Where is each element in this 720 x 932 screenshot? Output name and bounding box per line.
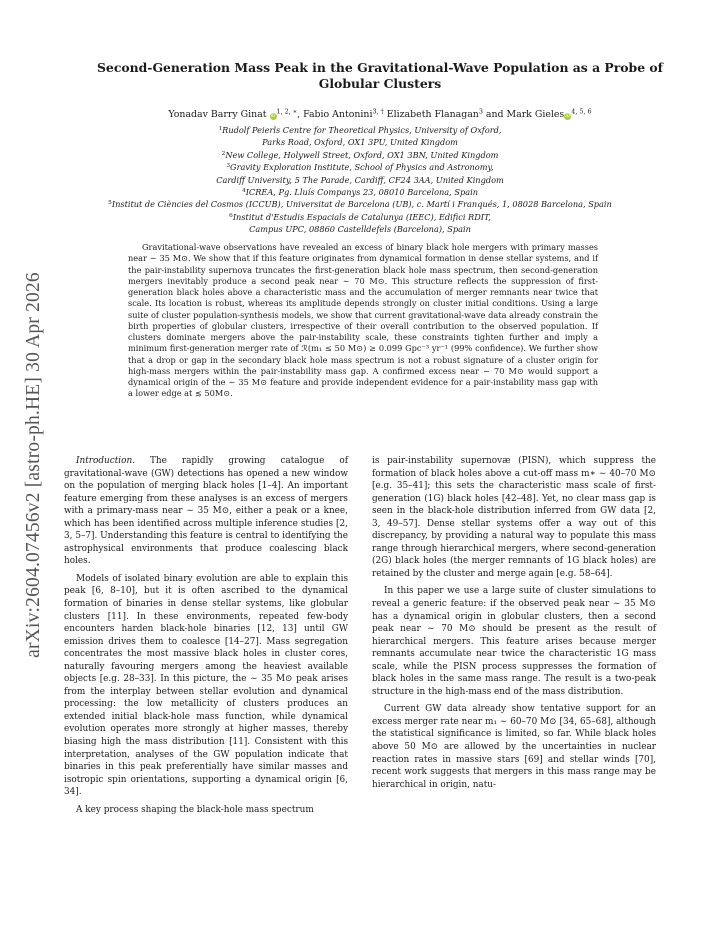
author: Elizabeth Flanagan$^3$ and	[386, 107, 507, 120]
arxiv-identifier-text: arXiv:2604.07456v2 [astro-ph.HE] 30 Apr 2026	[23, 272, 44, 658]
section-lead: Introduction.	[76, 456, 136, 466]
body-column-left	[64, 455, 348, 821]
author: Yonadav Barry Ginat $iD^{1, 2, ∗}$,	[168, 107, 304, 120]
paragraph: Introduction. The rapidly growing catalogue of gravitational-wave (GW) detections has opened a new window on the population of merging black holes [1–4]. An important feature emerging from these analyses is an excess of mergers with a primary-mass near ∼ 35 M⊙, either a peak or a knee, which has been identified across multiple inference studies [2, 3, 5–7]. Understanding this feature is central to identifying the astrophysical environments that produce coalescing black holes.	[64, 456, 348, 567]
paragraph: A key process shaping the black-hole mass spectrum	[76, 804, 314, 815]
paragraph: In this paper we use a large suite of cluster simulations to reveal a generic feature: if the observed peak near ∼ 35 M⊙ has a dynamical origin in globular clusters, then a second peak near ∼ 70 M⊙ should be present as the result of hierarchical mergers. This feature arises because merger remnants accumulate near twice the characteristic 1G mass scale, while the PISN process suppresses the formation of black holes in the same mass range. The result is a two-peak structure in the high-mass end of the mass distribution.	[372, 586, 656, 697]
affiliation: Cardiff University, 5 The Parade, Cardiff, CF24 3AA, United Kingdom	[216, 174, 504, 185]
abstract-text: Gravitational-wave observations have revealed an excess of binary black hole mergers with primary masses near ∼ 35 M⊙. We show that if this feature originates from dynamical formation in dense stellar systems, and if the pair-instability supernova truncates the first-generation black hole mass spectrum, then second-generation mergers inevitably produce a second peak near ∼ 70 M⊙. This structure reflects the suppression of first-generation black holes above a characteristic mass and the accumulation of merger remnants near twice that scale. Its location is robust, whereas its amplitude depends strongly on cluster initial conditions. Using a large suite of cluster population-synthesis models, we show that current gravitational-wave data already constrain the birth properties of globular clusters, irrespective of their overall contribution to the observed population. If clusters dominate mergers above the pair-instability scale, these constraints tighten further and imply a minimum first-generation merger rate of ℛ(m₁ ≤ 50 M⊙) ≥ 0.099 Gpc⁻³ yr⁻¹ (99% confidence). We further show that a drop or gap in the secondary black hole mass spectrum is not a robust signature of a cluster origin for high-mass mergers within the pair-instability mass gap. A confirmed excess near ∼ 70 M⊙ would support a dynamical origin of the ∼ 35 M⊙ feature and provide independent evidence for a pair-instability mass gap with a lower edge at ≲ 50M⊙.	[128, 242, 598, 399]
arxiv-identifier	[14, 230, 54, 700]
affiliation: $^2$New College, Holywell Street, Oxford, OX1 3BN, United Kingdom	[221, 149, 499, 160]
affiliation: $^1$Rudolf Peierls Centre for Theoretical Physics, University of Oxford,	[218, 125, 502, 135]
paper-title: Second-Generation Mass Peak in the Gravitational-Wave Population as a Probe of Globular Clusters	[96, 60, 663, 91]
affiliation-list	[20, 124, 700, 236]
paragraph: is pair-instability supernovæ (PISN), which suppress the formation of black holes above a cut-off mass m∗ ∼ 40–70 M⊙ [e.g. 35–41]; this sets the characteristic mass scale of first-generation (1G) black holes [42–48]. Yet, no clear mass gap is seen in the black-hole distribution inferred from GW data [2, 3, 49–57]. Dense stellar systems offer a way out of this discrepancy, by providing a natural way to populate this mass range through hierarchical mergers, where second-generation (2G) black holes (the merger remnants of 1G black holes) are retained by the cluster and merge again [e.g. 58–64].	[372, 456, 656, 579]
affiliation: Campus UPC, 08860 Castelldefels (Barcelona), Spain	[249, 224, 471, 235]
body-column-right	[372, 455, 656, 796]
paragraph: Current GW data already show tentative support for an excess merger rate near m₁ ∼ 60–70 M⊙ [34, 65–68], although the statistical significance is limited, so far. While black holes above 50 M⊙ are allowed by the uncertainties in nuclear reaction rates in massive stars [69] and stellar winds [70], recent work suggests that mergers in this mass range may be hierarchical in origin, natu-	[372, 704, 656, 790]
paragraph: Models of isolated binary evolution are able to explain this peak [6, 8–10], but it is often ascribed to the dynamical formation of binaries in dense stellar systems, like globular clusters [11]. In these environments, repeated few-body encounters harden black-hole binaries [12, 13] until GW emission drives them to coalesce [14–27]. Mass segregation concentrates the most massive black holes in cluster cores, naturally favouring mergers among the heaviest available objects [e.g. 28–33]. In this picture, the ∼ 35 M⊙ peak arises from the interplay between stellar evolution and dynamical processing: the low metallicity of clusters produces an extended initial black-hole mass function, while dynamical evolution operates more strongly at higher masses, thereby biasing high the mass distribution [11]. Consistent with this interpretation, analyses of the GW population indicate that binaries in this peak preferentially have similar masses and isotropic spin orientations, supporting a dynamical origin [6, 34].	[64, 573, 348, 798]
abstract	[128, 242, 598, 400]
affiliation: $^5$Institut de Ciències del Cosmos (ICCUB), Universitat de Barcelona (UB), c. Martí i Franqués, 1, 08028 Barcelona, Spain	[108, 199, 612, 210]
author-list	[70, 105, 690, 121]
affiliation: $^3$Gravity Exploration Institute, School of Physics and Astronomy,	[226, 162, 494, 173]
affiliation: $^6$Institut d'Estudis Espacials de Catalunya (IEEC), Edifici RDIT,	[229, 211, 491, 222]
affiliation: Parks Road, Oxford, OX1 3PU, United Kingdom	[262, 137, 458, 148]
author: Fabio Antonini$^{3, \dagger}$	[303, 107, 384, 120]
orcid-icon[interactable]: iD	[270, 113, 276, 119]
orcid-icon[interactable]: iD	[565, 113, 571, 119]
author: Mark GielesiD$^{4, 5, 6}$	[506, 107, 592, 120]
affiliation: $^4$ICREA, Pg. Lluís Companys 23, 08010 Barcelona, Spain	[242, 187, 478, 198]
